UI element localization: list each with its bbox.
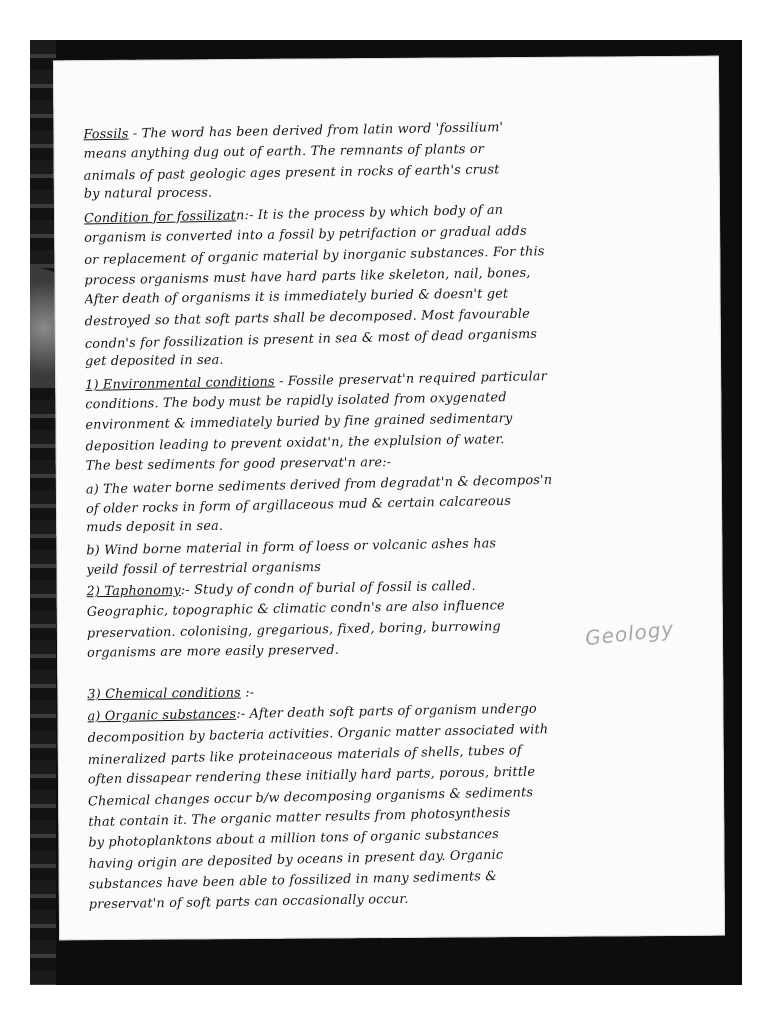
line-text: or replacement of organic material by inorganic substances. For this <box>84 243 545 268</box>
handwritten-notes-page <box>53 56 725 941</box>
line-text: deposition leading to prevent oxidat'n, the explulsion of water. <box>85 432 505 455</box>
line-text: by photoplanktons about a million tons of organic substances <box>88 827 500 851</box>
heading-text: Fossils <box>83 126 129 143</box>
line-text: condn's for fossilization is present in sea & most of dead organisms <box>84 326 538 353</box>
line-text: organism is converted into a fossil by petrifaction or gradual adds <box>84 223 527 246</box>
line-text: of older rocks in form of argillaceous mud & certain calcareous <box>85 494 512 518</box>
line-text: :- Study of condn of burial of fossil is called. <box>180 578 476 598</box>
line-text: :- <box>240 685 255 701</box>
line-text: n:- It is the process by which body of an <box>235 202 504 224</box>
geology-annotation: Geology <box>583 616 676 651</box>
line-text: - Fossile preservat'n required particular <box>274 368 548 389</box>
line-text: substances have been able to fossilized in many sediments & <box>88 868 498 893</box>
line-text: preservation. colonising, gregarious, fixed, boring, burrowing <box>86 619 501 642</box>
line-text: animals of past geologic ages present in rocks of earth's crust <box>83 161 500 184</box>
line-text: means anything dug out of earth. The remnants of plants or <box>83 141 485 162</box>
heading-text: 1) Environmental conditions <box>85 373 275 393</box>
line-text: mineralized parts like proteinaceous materials of shells, tubes of <box>87 743 522 769</box>
line-text: that contain it. The organic matter results from photosynthesis <box>88 805 511 831</box>
line-text: :- After death soft parts of organism undergo <box>236 701 538 723</box>
line-text: After death of organisms it is immediately buried & doesn't get <box>84 286 509 308</box>
background-texture <box>30 40 56 985</box>
line-text: - The word has been derived from latin word 'fossilium' <box>128 120 504 142</box>
line-text: yeild fossil of terrestrial organisms <box>86 559 322 578</box>
line-text: decomposition by bacteria activities. Organic matter associated with <box>87 722 549 747</box>
line-text: The best sediments for good preservat'n are:- <box>85 454 392 474</box>
heading-text: 3) Chemical conditions <box>87 685 241 702</box>
line-text: conditions. The body must be rapidly isolated from oxygenated <box>85 390 507 413</box>
heading-text: 2) Taphonomy <box>86 582 181 599</box>
line-text: organisms are more easily preserved. <box>86 642 340 661</box>
line-text: destroyed so that soft parts shall be decomposed. Most favourable <box>84 306 531 330</box>
line-text: Chemical changes occur b/w decomposing organisms & sediments <box>87 784 534 810</box>
line-text: process organisms must have hard parts like skeleton, nail, bones, <box>84 265 531 289</box>
line-text: get deposited in sea. <box>84 352 224 370</box>
line-text: b) Wind borne material in form of loess or volcanic ashes has <box>86 536 497 559</box>
heading-text: a) Organic substances <box>87 707 237 725</box>
line-text: often dissapear rendering these initially hard parts, porous, brittle <box>87 764 536 788</box>
line-text: preservat'n of soft parts can occasionally occur. <box>88 891 409 912</box>
heading-text: Condition for fossilizat <box>83 208 237 227</box>
line-text: by natural process. <box>83 185 213 203</box>
line-text: muds deposit in sea. <box>86 518 224 536</box>
line-text: Geographic, topographic & climatic condn's are also influence <box>86 598 505 621</box>
line-text: having origin are deposited by oceans in present day. Organic <box>88 847 504 873</box>
line-text: environment & immediately buried by fine grained sedimentary <box>85 411 513 434</box>
line-text: a) The water borne sediments derived from degradat'n & decompos'n <box>85 472 553 498</box>
